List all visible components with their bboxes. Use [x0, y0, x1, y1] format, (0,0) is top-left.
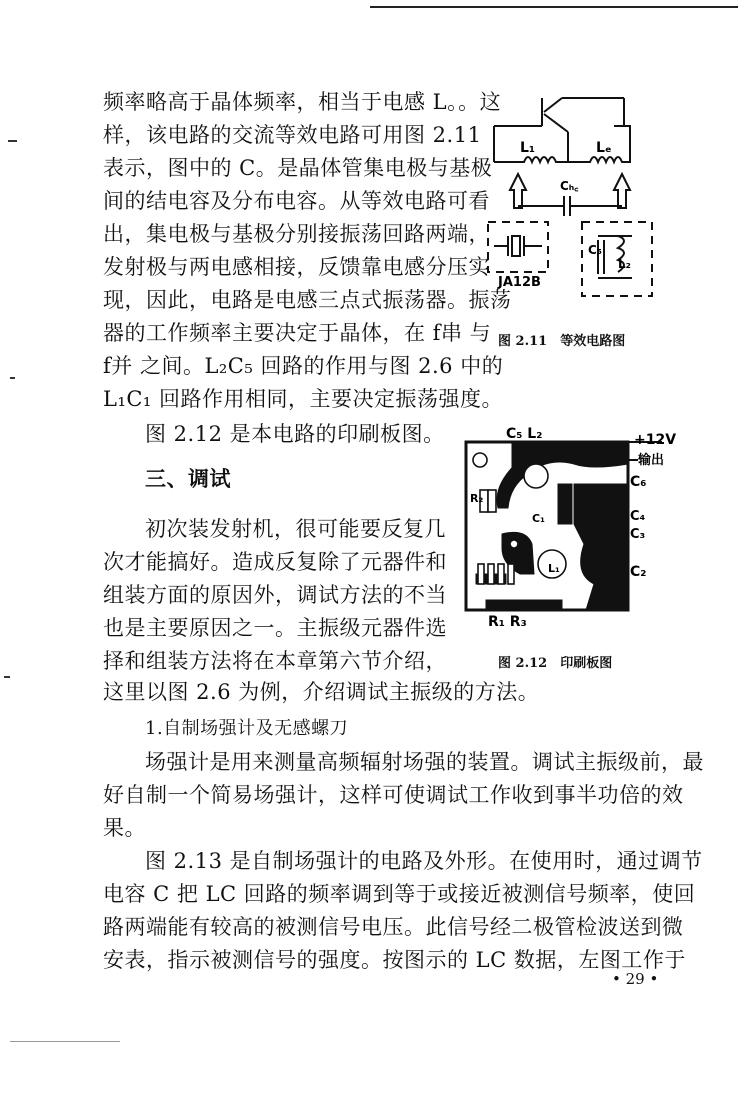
top-rule	[370, 6, 738, 8]
label-l1: L₁	[548, 562, 560, 575]
label-r1-r3: R₁ R₃	[488, 614, 527, 630]
label-c6: C₆	[630, 474, 647, 490]
text-line: 果。	[103, 816, 146, 840]
text-line: 发射极与两电感相接，反馈靠电感分压实	[103, 255, 490, 279]
text-line: 好自制一个简易场强计，这样可使调试工作收到事半功倍的效	[103, 783, 684, 807]
label-c4: C₄	[630, 509, 646, 524]
text-line: 组装方面的原因外，调试方法的不当	[103, 583, 447, 607]
label-c2: C₂	[630, 564, 647, 580]
label-le: Lₑ	[596, 140, 612, 156]
text-line: 路两端能有较高的被测信号电压。此信号经二极管检波送到微	[103, 915, 684, 939]
label-vcc: +12V	[634, 432, 677, 448]
margin-mark	[8, 140, 17, 142]
text-line: 间的结电容及分布电容。从等效电路可看	[103, 189, 490, 213]
text-line: 这里以图 2.6 为例，介绍调试主振级的方法。	[103, 680, 540, 704]
text-line: 安表，指示被测信号的强度。按图示的 LC 数据，左图工作于	[103, 948, 686, 972]
margin-mark	[4, 676, 10, 678]
page-number: • 29 •	[612, 970, 659, 988]
text-line: 图 2.13 是自制场强计的电路及外形。在使用时，通过调节	[145, 849, 703, 873]
subheading: 1.自制场强计及无感螺刀	[145, 718, 349, 739]
text-line: 电容 C 把 LC 回路的频率调到等于或接近被测信号频率，使回	[103, 882, 696, 906]
scan-speckle	[10, 1041, 120, 1042]
text-line: 也是主要原因之一。主振级元器件选	[103, 616, 447, 640]
text-line: 器的工作频率主要决定于晶体，在 f串 与	[103, 321, 492, 345]
text-line: 频率略高于晶体频率，相当于电感 L。。这	[103, 90, 502, 114]
text-line: 出，集电极与基极分别接振荡回路两端，	[103, 222, 490, 246]
text-line: 现，因此，电路是电感三点式振荡器。振荡	[103, 288, 512, 312]
figure-2-11-caption: 图 2.11 等效电路图	[498, 334, 626, 349]
label-r2: R₂	[470, 492, 484, 505]
text-line: 次才能搞好。造成反复除了元器件和	[103, 550, 447, 574]
label-c5-l2: C₅ L₂	[506, 426, 543, 442]
label-output: 输出	[638, 453, 665, 468]
margin-mark	[10, 377, 15, 379]
label-l2: L₂	[618, 257, 631, 271]
figure-2-12-caption: 图 2.12 印刷板图	[498, 656, 613, 671]
paragraph-2: 图 2.12 是本电路的印刷板图。	[145, 422, 445, 446]
label-c3: C₃	[630, 527, 646, 542]
figure-2-12-pcb	[462, 424, 686, 630]
label-c5: C₅	[588, 243, 603, 257]
text-line: 初次装发射机，很可能要反复几	[145, 517, 446, 541]
text-line: 样，该电路的交流等效电路可用图 2.11	[103, 123, 482, 147]
figure-2-11-circuit	[484, 86, 664, 318]
text-line: 表示，图中的 C。是晶体管集电极与基极	[103, 156, 493, 180]
section-heading: 三、调试	[145, 466, 231, 491]
text-line: L₁C₁ 回路作用相同，主要决定振荡强度。	[103, 387, 504, 411]
label-c1: C₁	[532, 512, 545, 525]
label-l1: L₁	[520, 140, 536, 156]
label-crystal: JA12B	[498, 275, 541, 290]
text-line: 择和组装方法将在本章第六节介绍，	[103, 649, 447, 673]
text-line: 场强计是用来测量高频辐射场强的装置。调试主振级前，最	[145, 750, 704, 774]
text-line: f并 之间。L₂C₅ 回路的作用与图 2.6 中的	[103, 354, 504, 378]
label-cbc: Cₕ꜀	[560, 179, 579, 193]
